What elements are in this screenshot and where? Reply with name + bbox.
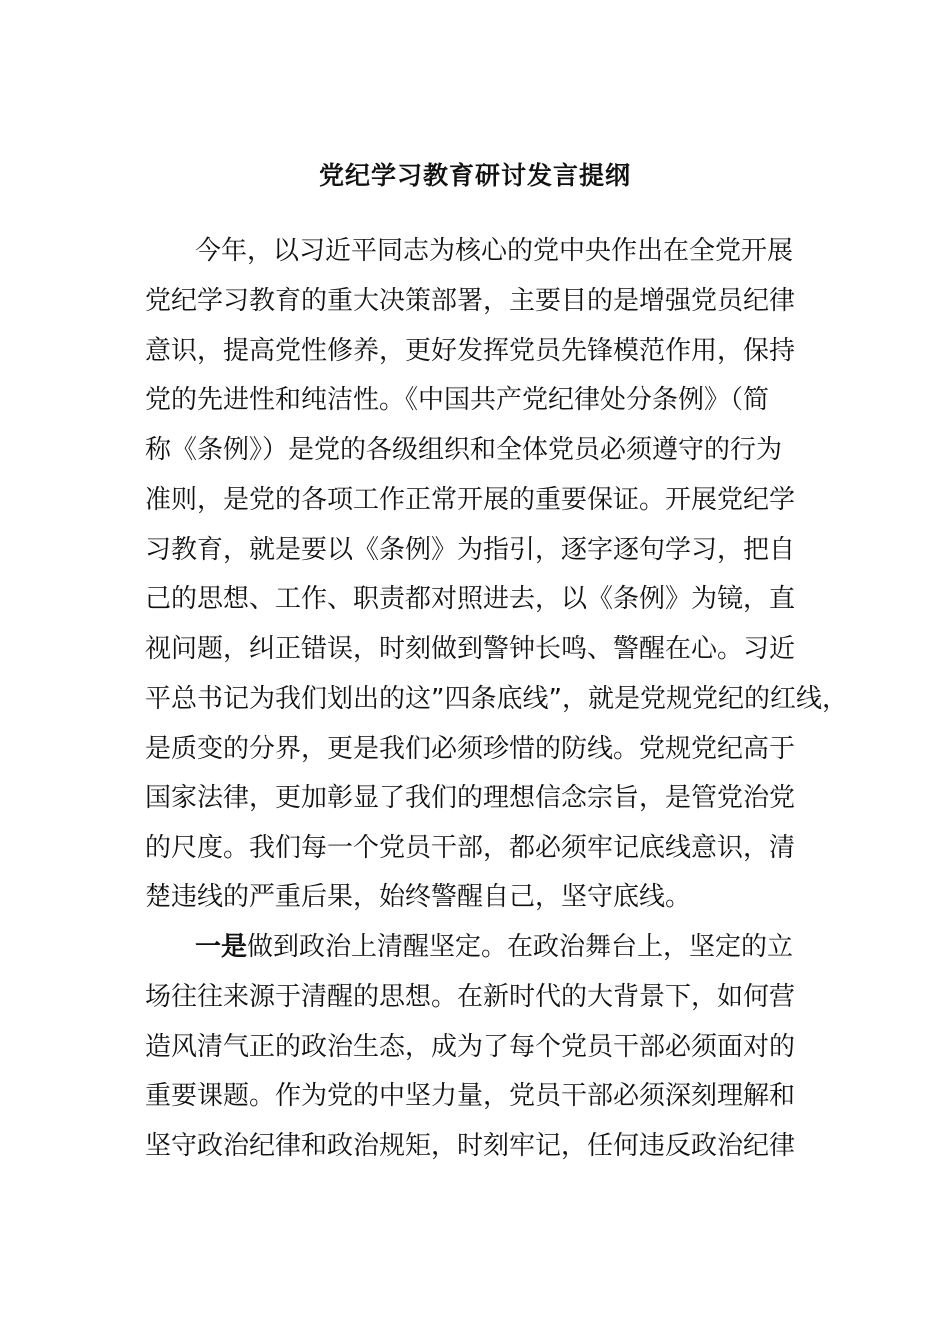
paragraph-line: 今年，以习近平同志为核心的党中央作出在全党开展 bbox=[195, 236, 794, 266]
paragraph-line-text: 做到政治上清醒坚定。在政治舞台上，坚定的立 bbox=[247, 932, 794, 962]
paragraph-lead: 一是 bbox=[195, 932, 248, 962]
paragraph-line: 党的先进性和纯洁性。《中国共产党纪律处分条例》（简 bbox=[145, 385, 770, 415]
paragraph-line: 习教育，就是要以《条例》为指引，逐字逐句学习，把自 bbox=[145, 535, 796, 565]
paragraph-line bbox=[195, 929, 895, 965]
paragraph-line: 意识，提高党性修养，更好发挥党员先锋模范作用，保持 bbox=[145, 336, 796, 366]
paragraph-line: 坚守政治纪律和政治规矩，时刻牢记，任何违反政治纪律 bbox=[145, 1131, 796, 1161]
paragraph-line: 称《条例》）是党的各级组织和全体党员必须遵守的行为 bbox=[145, 435, 783, 465]
document-title: 党纪学习教育研讨发言提纲 bbox=[318, 161, 631, 190]
paragraph-line: 准则，是党的各项工作正常开展的重要保证。开展党纪学 bbox=[145, 485, 796, 515]
paragraph-line: 的尺度。我们每一个党员干部，都必须牢记底线意识，清 bbox=[145, 833, 796, 863]
paragraph-line: 平总书记为我们划出的这”四条底线”，就是党规党纪的红线， bbox=[145, 684, 848, 714]
paragraph-line: 重要课题。作为党的中坚力量，党员干部必须深刻理解和 bbox=[145, 1081, 796, 1111]
paragraph-line: 视问题，纠正错误，时刻做到警钟长鸣、警醒在心。习近 bbox=[145, 634, 796, 664]
paragraph-line: 场往往来源于清醒的思想。在新时代的大背景下，如何营 bbox=[145, 982, 796, 1012]
paragraph-line: 是质变的分界，更是我们必须珍惜的防线。党规党纪高于 bbox=[145, 734, 796, 764]
paragraph-line: 国家法律，更加彰显了我们的理想信念宗旨，是管党治党 bbox=[145, 783, 796, 813]
paragraph-line: 楚违线的严重后果，始终警醒自己，坚守底线。 bbox=[145, 882, 692, 912]
paragraph-line: 党纪学习教育的重大决策部署，主要目的是增强党员纪律 bbox=[145, 286, 796, 316]
paragraph-line: 己的思想、工作、职责都对照进去，以《条例》为镜，直 bbox=[145, 584, 796, 614]
paragraph-line: 造风清气正的政治生态，成为了每个党员干部必须面对的 bbox=[145, 1032, 796, 1062]
